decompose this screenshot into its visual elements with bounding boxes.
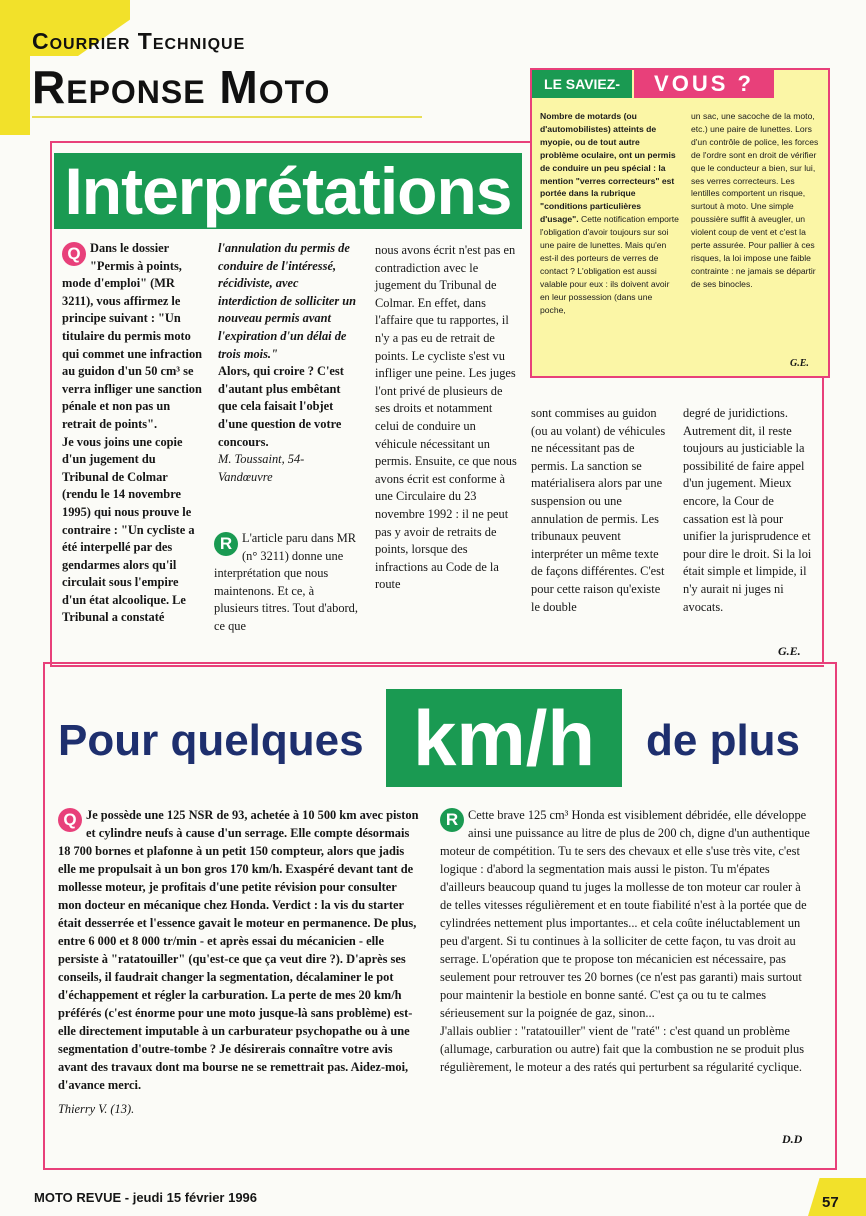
article1-question-col1 — [62, 240, 204, 627]
article1-question-signature: M. Toussaint, 54-Vandœuvre — [218, 452, 305, 484]
answer-badge: R — [440, 808, 464, 832]
did-you-know-col-2: un sac, une sacoche de la moto, etc.) une paire de lunettes. Lors d'un contrôle de police, les forces de l'ordre sont en droit de vérifier que le conducteur a bien, sur lui, ses verres correcteurs. Les lentilles comportent un risque, surtout à moto. Une simple poussière suffit à aveugler, un violent coup de vent et c'est la perte assurée. Pour pallier à ces risques, la loi impose une faible contrainte : ne jamais se départir de ses binocles. — [691, 111, 819, 289]
article1-signature: G.E. — [778, 644, 801, 658]
question-badge: Q — [58, 808, 82, 832]
answer-badge: R — [214, 532, 238, 556]
yellow-corner-strip — [0, 0, 30, 135]
article1-answer-col4 — [531, 405, 667, 616]
article2-answer-text: Cette brave 125 cm³ Honda est visiblement débridée, elle développe ainsi une puissance au litre de plus de 200 ch, digne d'un authentique moteur de compétition. Tu te sers des chevaux et elle s'use très vite, c'est logique : d'abord la segmentation mais aussi le piston. Tu m'épates d'ailleurs beaucoup quand tu juges la mollesse de ton moteur car rouler à de telles vitesses régulièrement et en toute fiabilité n'est à la portée que de cylindrées nettement plus importantes... et cela coûte inéluctablement un peu d'argent. Si tu continues à la solliciter de cette façon, tu vas droit au serrage. L'opération que te propose ton mécanicien est nécessaire, pas seulement pour retrouver tes 20 bornes (ce n'est pas garanti) mais surtout pour maintenir la bestiole en bonne santé. C'est ça ou tu te calmes sérieusement sur la poignée de gaz, sinon... — [440, 808, 810, 1020]
section-title: Reponse Moto — [32, 61, 331, 113]
article1-answer-text-5: degré de juridictions. Autrement dit, il reste toujours au justiciable la possibilité de faire appel d'un jugement. Mieux encore, la Cour de cassation est là pour unifier la jurisprudence et pour dire le droit. Si la loi était simple et limpide, il n'y aurait ni juges ni avocats. — [683, 406, 812, 614]
article2-headline-part3: de plus — [646, 716, 801, 765]
did-you-know-label-1: LE SAVIEZ- — [532, 70, 632, 98]
article2-answer-text-2: J'allais oublier : "ratatouiller" vient de "raté" : c'est quand un problème (allumage, carburation ou autre) fait que la combustion ne se produit plus régulièrement, le moteur a des ratés qui perturbent sa régularité cyclique. — [440, 1024, 805, 1074]
did-you-know-lead: Nombre de motards (ou d'automobilistes) atteints de myopie, ou de tout autre problème oculaire, ont un permis de conduire un peu spécial : la mention "verres correcteurs" est portée dans la rubrique "conditions particulières d'usage". — [540, 111, 676, 225]
title-rule — [32, 116, 422, 118]
article1-question-p3: l'annulation du permis de conduire de l'intéressé, récidiviste, avec interdiction de solliciter un nouveau permis avant l'expiration d'un délai de trois mois." — [218, 241, 357, 361]
article1-question-p2: Je vous joins une copie d'un jugement du Tribunal de Colmar (rendu le 14 novembre 1995) qui nous prouve le contraire : "Un cycliste a été interpellé par des gendarmes alors qu'il circulait sous l'empire d'un état alcoolique. Le Tribunal a constaté — [62, 434, 195, 625]
article1-question-p1: Dans le dossier "Permis à points, mode d'emploi" (MR 3211), vous affirmez le principe suivant : "Un titulaire du permis moto qui commet une infraction au guidon d'un 50 cm³ se verra infliger une sanction pénale et non pas un retrait de points". — [62, 241, 203, 431]
page-number: 57 — [822, 1194, 839, 1211]
article2-headline-part1: Pour quelques — [58, 716, 364, 765]
article1-headline: Interprétations — [54, 153, 522, 229]
article1-answer-start — [214, 530, 360, 636]
article2-question — [58, 806, 420, 1118]
article2-signature: D.D — [782, 1132, 803, 1146]
article1-question-col2 — [218, 240, 358, 486]
section-kicker: Courrier Technique — [32, 28, 246, 54]
article1-answer-text-4: sont commises au guidon (ou au volant) de véhicules ne nécessitant pas de permis. La sanction se matérialisera alors par une suspension ou une annulation de permis. Les tribunaux peuvent interpréter un même texte de façons différentes. C'est pour cette raison qu'existe le double — [531, 406, 666, 614]
article2-question-text: Je possède une 125 NSR de 93, achetée à 10 500 km avec piston et cylindre neufs à cause d'un serrage. Elle compte désormais 18 700 bornes et plafonne à un petit 150 compteur, alors que jadis elle me propulsait à un bon gros 170 km/h. Exaspéré devant tant de mollesse moteur, je profitais d'une petite révision pour consulter mon docteur en mécanique chez Honda. Verdict : la vis du starter était desserrée et l'essence gavait le moteur en permanence. De plus, entre 6 000 et 8 000 tr/min - et après essai du mécanicien - elle persiste à "ratatouiller" (qu'est-ce que ça veut dire ?). D'après ses conseils, il faudrait changer la segmentation, décalaminer le pot d'échappement et régler la carburation. La perte de mes 20 km/h préférés (c'est énorme pour une moto jusque-là sans problème) est-elle directement imputable à un carburateur psychopathe ou à une segmentation d'outre-tombe ? Je désirerais connaître votre avis avant des travaux dont ma bourse ne se remettrait pas. Aidez-moi, d'avance merci. — [58, 808, 419, 1092]
article1-answer-text-3: nous avons écrit n'est pas en contradiction avec le jugement du Tribunal de Colmar. En effet, dans l'affaire que tu rapportes, il n'y a pas eu de retrait de points. Le cycliste s'est vu infliger une peine. Les juges l'ont privé de plusieurs de ses droits et notamment celui de conduire un véhicule nécessitant un permis. Ensuite, ce que nous avons écrit est conforme à une Circulaire du 23 novembre 1992 : il ne peut pas y avoir de retraits de points, lorsque des infractions au Code de la route — [375, 243, 517, 592]
article1-question-p4: Alors, qui croire ? C'est d'autant plus embêtant que cela faisait l'objet d'une question de votre concours. — [218, 364, 344, 449]
question-badge: Q — [62, 242, 86, 266]
did-you-know-col1-text: Cette notification emporte l'obligation d'avoir toujours sur soi une paire de lunettes. Mais qu'en est-il des porteurs de verres de contact ? L'obligation est aussi valable pour eux : ils doivent avoir en leur possession (dans une poche, — [540, 214, 679, 315]
article1-answer-col3 — [375, 242, 517, 594]
did-you-know-col-1 — [540, 110, 680, 317]
article2-answer — [440, 806, 814, 1076]
did-you-know-label-2: VOUS ? — [634, 68, 774, 98]
article1-answer-p1: L'article paru dans MR (n° 3211) donne une interprétation que nous maintenons. Et ce, à plusieurs titres. Tout d'abord, ce que — [214, 531, 358, 633]
article2-question-signature: Thierry V. (13). — [58, 1102, 135, 1116]
article1-answer-col5 — [683, 405, 815, 616]
did-you-know-signature: G.E. — [790, 358, 809, 369]
footer-publication: MOTO REVUE - jeudi 15 février 1996 — [34, 1190, 258, 1205]
article2-headline-part2: km/h — [386, 689, 622, 787]
